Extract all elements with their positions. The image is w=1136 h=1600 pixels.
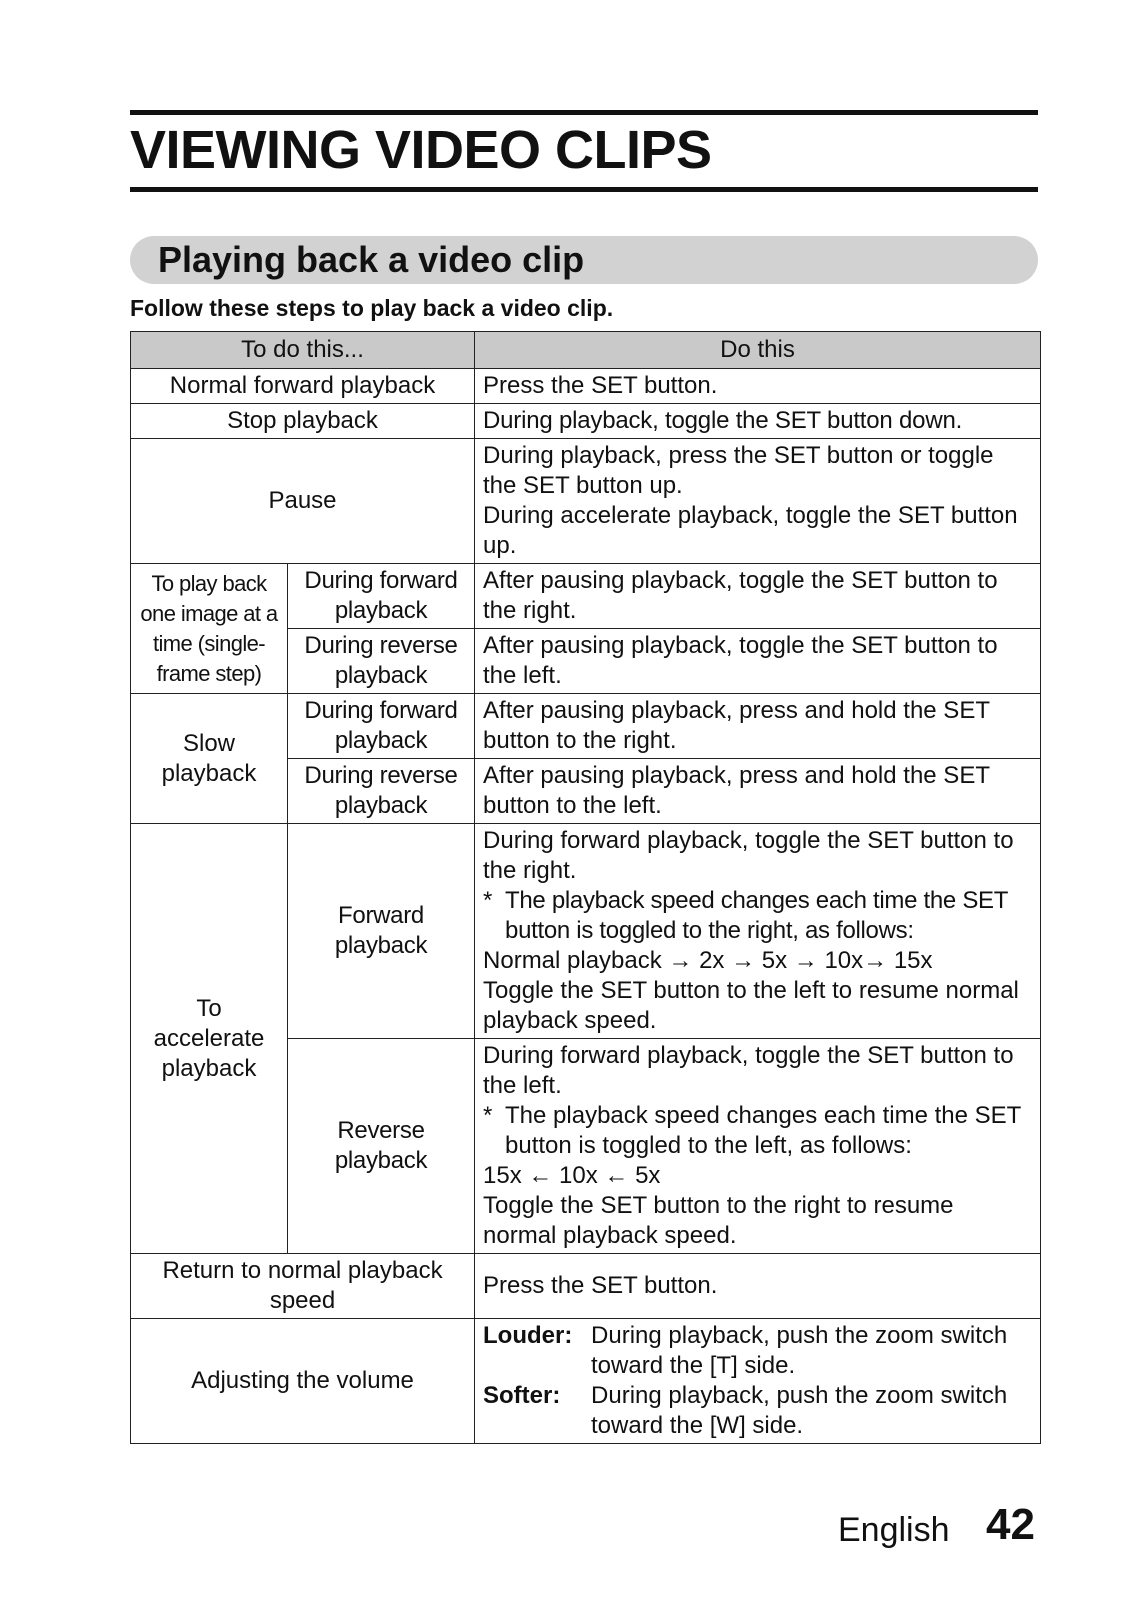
row-action-frame-reverse: After pausing playback, toggle the SET button to the left. — [475, 629, 1041, 694]
row-label-frame-step: To play back one image at a time (single-frame step) — [131, 564, 288, 694]
table-row — [131, 439, 1041, 564]
accel-reverse-speeds: 15x ← 10x ← 5x — [483, 1162, 661, 1189]
row-action-normal: Press the SET button. — [475, 369, 1041, 404]
table-row — [131, 564, 1041, 629]
row-action-slow-reverse: After pausing playback, press and hold the SET button to the left. — [475, 759, 1041, 824]
row-action-volume — [475, 1319, 1041, 1444]
volume-softer — [483, 1381, 1032, 1441]
title-rule-bottom — [130, 187, 1038, 192]
accel-forward-speeds: Normal playback → 2x → 5x → 10x→ 15x — [483, 947, 933, 974]
softer-label: Softer: — [483, 1382, 561, 1409]
softer-text: During playback, push the zoom switch toward the [W] side. — [591, 1382, 1008, 1439]
row-label-pause: Pause — [131, 439, 475, 564]
table-row — [131, 1254, 1041, 1319]
section-title: Playing back a video clip — [158, 239, 585, 280]
footer-language: English — [838, 1511, 950, 1549]
accel-forward-note — [483, 886, 1032, 946]
row-label-slow: Slow playback — [131, 694, 288, 824]
note-asterisk: * — [483, 1102, 493, 1129]
accel-forward-line: During forward playback, toggle the SET button to the right. — [483, 827, 1014, 884]
pause-line-1: During playback, press the SET button or toggle the SET button up. — [483, 442, 994, 499]
table-row — [131, 824, 1041, 1039]
row-sublabel-accel-reverse: Reverse playback — [288, 1039, 475, 1254]
accel-reverse-note — [483, 1101, 1032, 1161]
row-action-frame-forward: After pausing playback, toggle the SET button to the right. — [475, 564, 1041, 629]
louder-label: Louder: — [483, 1322, 573, 1349]
note-asterisk: * — [483, 887, 493, 914]
section-header — [130, 236, 1038, 284]
row-sublabel-frame-forward: During forward playback — [288, 564, 475, 629]
header-cell-todo: To do this... — [131, 332, 475, 369]
row-action-accel-reverse — [475, 1039, 1041, 1254]
table-row — [131, 694, 1041, 759]
intro-text: Follow these steps to play back a video clip. — [130, 295, 614, 321]
row-sublabel-slow-reverse: During reverse playback — [288, 759, 475, 824]
table-row — [131, 369, 1041, 404]
row-action-slow-forward: After pausing playback, press and hold the SET button to the right. — [475, 694, 1041, 759]
row-action-return: Press the SET button. — [475, 1254, 1041, 1319]
accel-reverse-resume: Toggle the SET button to the right to resume normal playback speed. — [483, 1192, 954, 1249]
row-label-stop: Stop playback — [131, 404, 475, 439]
table-row — [131, 1319, 1041, 1444]
accel-forward-resume: Toggle the SET button to the left to resume normal playback speed. — [483, 977, 1019, 1034]
row-sublabel-frame-reverse: During reverse playback — [288, 629, 475, 694]
row-label-normal: Normal forward playback — [131, 369, 475, 404]
page-title: VIEWING VIDEO CLIPS — [130, 120, 712, 180]
louder-text: During playback, push the zoom switch toward the [T] side. — [591, 1322, 1008, 1379]
page-number: 42 — [986, 1500, 1035, 1549]
playback-table — [130, 331, 1041, 1444]
pause-line-2: During accelerate playback, toggle the SET button up. — [483, 502, 1018, 559]
row-label-accelerate: To accelerate playback — [131, 824, 288, 1254]
accel-reverse-line: During forward playback, toggle the SET button to the left. — [483, 1042, 1014, 1099]
row-action-accel-forward — [475, 824, 1041, 1039]
accel-forward-note-text: The playback speed changes each time the SET button is toggled to the right, as follows: — [505, 887, 1008, 944]
table-header-row — [131, 332, 1041, 369]
title-rule-top — [130, 110, 1038, 115]
row-label-return: Return to normal playback speed — [131, 1254, 475, 1319]
row-action-pause — [475, 439, 1041, 564]
header-cell-dothis: Do this — [475, 332, 1041, 369]
row-sublabel-accel-forward: Forward playback — [288, 824, 475, 1039]
row-label-volume: Adjusting the volume — [131, 1319, 475, 1444]
table-row — [131, 404, 1041, 439]
accel-reverse-note-text: The playback speed changes each time the SET button is toggled to the left, as follows: — [505, 1102, 1021, 1159]
row-action-stop: During playback, toggle the SET button down. — [475, 404, 1041, 439]
volume-louder — [483, 1321, 1032, 1381]
row-sublabel-slow-forward: During forward playback — [288, 694, 475, 759]
